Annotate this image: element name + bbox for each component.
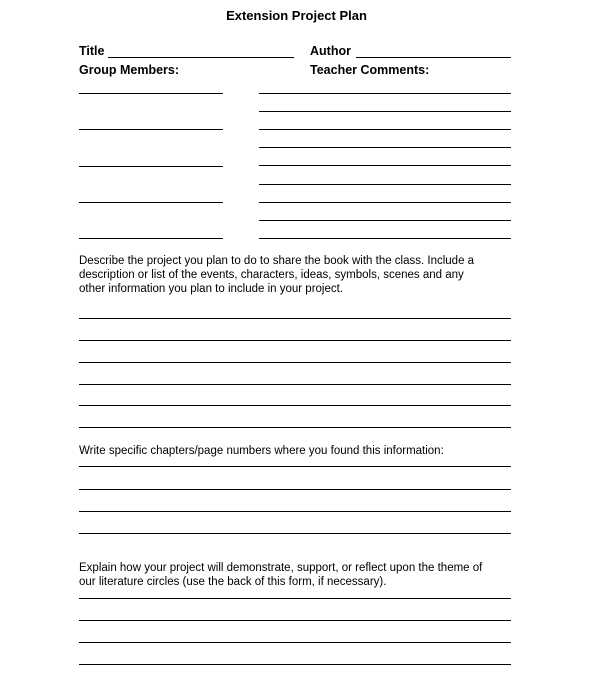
describe-answer-line[interactable]	[79, 405, 511, 406]
title-label: Title	[79, 44, 105, 58]
chapters-prompt: Write specific chapters/page numbers where you found this information:	[79, 445, 444, 457]
describe-answer-line[interactable]	[79, 340, 511, 341]
teacher-comment-line[interactable]	[259, 220, 511, 221]
describe-prompt-line: Describe the project you plan to do to share the book with the class. Include a	[79, 255, 475, 267]
title-input-line[interactable]	[108, 57, 294, 58]
teacher-comment-line[interactable]	[259, 184, 511, 185]
theme-prompt-line: Explain how your project will demonstrate, support, or reflect upon the theme of	[79, 562, 483, 574]
author-input-line[interactable]	[356, 57, 511, 58]
describe-prompt	[79, 254, 474, 296]
describe-answer-line[interactable]	[79, 362, 511, 363]
teacher-comment-line[interactable]	[259, 238, 511, 239]
teacher-comments-label: Teacher Comments:	[310, 63, 430, 77]
teacher-comment-line[interactable]	[259, 129, 511, 130]
chapters-answer-line[interactable]	[79, 489, 511, 490]
form-title: Extension Project Plan	[226, 8, 367, 23]
describe-prompt-line: description or list of the events, characters, ideas, symbols, scenes and any	[79, 269, 464, 281]
teacher-comment-line[interactable]	[259, 93, 511, 94]
author-label: Author	[310, 44, 351, 58]
group-member-line[interactable]	[79, 129, 223, 130]
chapters-answer-line[interactable]	[79, 466, 511, 467]
describe-answer-line[interactable]	[79, 384, 511, 385]
teacher-comment-line[interactable]	[259, 111, 511, 112]
describe-answer-line[interactable]	[79, 318, 511, 319]
chapters-answer-line[interactable]	[79, 511, 511, 512]
theme-prompt-line: our literature circles (use the back of this form, if necessary).	[79, 576, 387, 588]
theme-answer-line[interactable]	[79, 620, 511, 621]
teacher-comment-line[interactable]	[259, 147, 511, 148]
title-field	[79, 44, 104, 58]
theme-answer-line[interactable]	[79, 642, 511, 643]
group-members-label: Group Members:	[79, 63, 180, 77]
author-field	[310, 44, 351, 58]
theme-answer-line[interactable]	[79, 598, 511, 599]
teacher-comment-line[interactable]	[259, 165, 511, 166]
teacher-comment-line[interactable]	[259, 202, 511, 203]
chapters-answer-line[interactable]	[79, 533, 511, 534]
group-member-line[interactable]	[79, 202, 223, 203]
group-member-line[interactable]	[79, 238, 223, 239]
theme-prompt	[79, 561, 482, 589]
theme-answer-line[interactable]	[79, 664, 511, 665]
describe-answer-line[interactable]	[79, 427, 511, 428]
describe-prompt-line: other information you plan to include in your project.	[79, 283, 344, 295]
group-member-line[interactable]	[79, 166, 223, 167]
group-member-line[interactable]	[79, 93, 223, 94]
